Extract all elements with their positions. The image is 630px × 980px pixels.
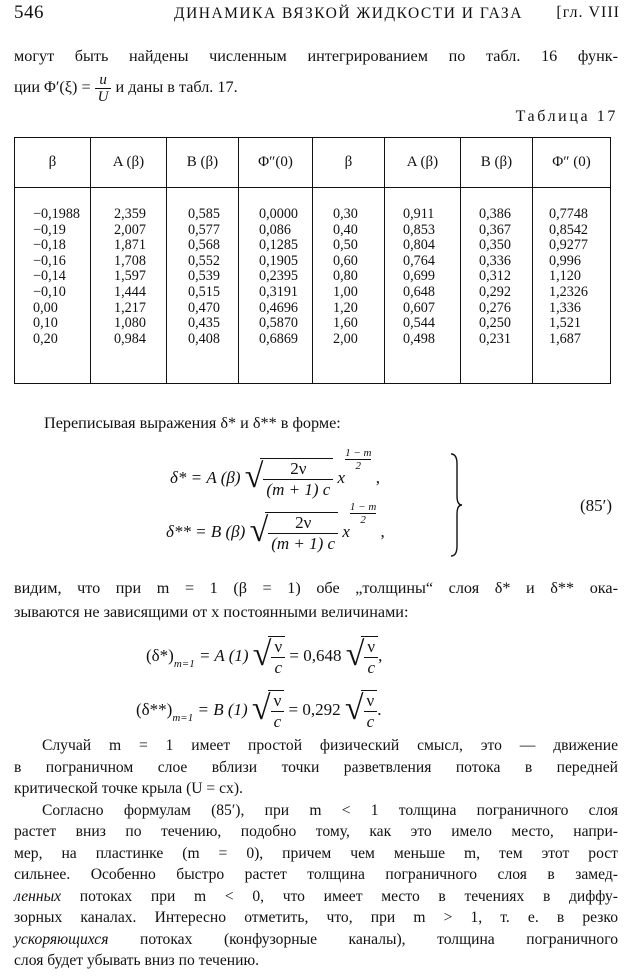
eq85-exp-den: 2 [350, 513, 376, 526]
table-cell: 0,515 [188, 283, 220, 300]
italic-word: ленных [14, 887, 62, 905]
table-cell: 0,086 [259, 221, 291, 238]
table-cell: 0,276 [479, 299, 511, 316]
table-cell: 1,080 [114, 315, 146, 332]
table-cell: 1,708 [114, 252, 146, 269]
running-title: ДИНАМИКА ВЯЗКОЙ ЖИДКОСТИ И ГАЗА [174, 5, 523, 22]
frac-den: c [364, 711, 378, 732]
nu-over-c [271, 691, 285, 732]
table-cell: 1,2326 [549, 283, 589, 300]
frac-num: ν [367, 637, 376, 656]
column-a-1 [91, 188, 167, 384]
para-case-line-1: Случай m = 1 имеет простой физический смысл, это — движение [42, 737, 618, 754]
table-cell: 1,597 [114, 268, 146, 285]
table-cell: 0,853 [403, 221, 435, 238]
eq85-fraction [263, 459, 333, 500]
eq-subscript: m=1 [172, 711, 194, 724]
eq85-frac-num: 2ν [295, 513, 312, 532]
eq-mid-a: = A (1) [198, 645, 249, 665]
line-text: потоках (конфузорные каналы), толщина пограничного [108, 930, 618, 948]
table-cell: 0,408 [188, 330, 220, 347]
para-formulas-line-3: мер, на пластинке (m = 0), причем чем меньше m, тем этот рост [14, 844, 618, 862]
table-cell: −0,10 [33, 283, 66, 300]
table-cell: 1,521 [549, 315, 581, 332]
col-header: β [15, 138, 91, 188]
equation-number-85: (85′) [579, 496, 612, 515]
nu-over-c [364, 691, 378, 732]
table-cell: 0,498 [403, 330, 435, 347]
eq85-frac-num: 2ν [290, 459, 307, 478]
equation-delta-star [146, 636, 382, 678]
table-cell: 0,292 [479, 283, 511, 300]
para-formulas-line-7 [14, 930, 618, 950]
table-cell: 0,231 [479, 330, 511, 347]
table-cell: 0,996 [549, 252, 581, 269]
table-cell: 0,20 [33, 330, 58, 347]
col-header: Φ″(0) [239, 138, 313, 188]
table-cell: 0,6869 [259, 330, 299, 347]
intro-tail: и даны в табл. 17. [115, 78, 238, 97]
para-case-line-2: в пограничном слое вблизи точки разветвления потока в передней [14, 758, 618, 776]
sqrt-sign: √ [345, 636, 365, 673]
table-cell: −0,14 [33, 268, 66, 285]
right-brace-icon [449, 452, 463, 558]
para-formulas-line-6: зорных каналах. Интересно отметить, что, при m > 1, т. е. в резко [14, 909, 618, 926]
eq85-fraction [268, 513, 338, 554]
table-cell: 0,30 [333, 206, 358, 222]
eq-mid-b: = B (1) [197, 699, 248, 719]
table-cell: −0,18 [33, 237, 66, 254]
table-cell: 0,40 [333, 221, 358, 238]
table-cell: 1,217 [114, 299, 146, 316]
para-formulas-line-1: Согласно формулам (85′), при m < 1 толщина пограничного слоя [42, 801, 618, 819]
table-cell: 1,687 [549, 330, 581, 347]
table-cell: 0,312 [479, 268, 511, 285]
eq85-frac-den: (m + 1) c [263, 479, 333, 500]
col-header: B (β) [461, 138, 533, 188]
table-cell: 1,871 [114, 237, 146, 254]
eq85-x: x [342, 521, 350, 541]
table-cell: 0,911 [403, 206, 435, 222]
table-cell: 1,00 [333, 283, 358, 300]
frac-num: ν [274, 637, 283, 656]
sqrt-sign: √ [249, 512, 269, 549]
para-m1-line-1: видим, что при m = 1 (β = 1) обе „толщины“ слоя δ* и δ** ока- [14, 579, 618, 597]
table-cell: 0,5870 [259, 315, 299, 332]
para-m1-line-2: зываются не зависящими от x постоянными величинами: [14, 603, 409, 621]
intro-frac-num: u [99, 72, 107, 88]
equation-85-line-2 [166, 500, 385, 554]
sqrt-radicand [260, 458, 333, 500]
table-cell: 0,4696 [259, 299, 299, 316]
sqrt-sign: √ [252, 636, 272, 673]
column-b-2 [461, 188, 533, 384]
table-cell: −0,19 [33, 221, 66, 238]
table-body-row [15, 188, 611, 384]
table-cell: 0,984 [114, 330, 146, 347]
col-header: β [313, 138, 385, 188]
para-formulas-line-5 [14, 887, 618, 907]
table-cell: 0,50 [333, 237, 358, 254]
intro-frac-den: U [95, 88, 112, 105]
equation-delta-double-star [136, 690, 381, 732]
eq85-comma: , [375, 467, 380, 487]
eq85-lhs-2: δ** = B (β) [166, 521, 246, 541]
table-cell: 0,577 [188, 221, 220, 238]
table-cell: 1,20 [333, 299, 358, 316]
table-cell: 0,1905 [259, 252, 299, 269]
eq85-exponent [350, 501, 376, 526]
intro-line-2 [14, 72, 618, 105]
table-cell: 0,386 [479, 206, 511, 222]
sqrt-radicand [265, 512, 338, 554]
eq85-frac-den: (m + 1) c [268, 533, 338, 554]
table-cell: 0,00 [33, 299, 58, 316]
intro-fraction [95, 72, 112, 105]
page-number: 546 [14, 2, 44, 23]
table-header-row [15, 138, 611, 188]
eq85-exp-num: 1 − m [345, 446, 372, 459]
table-cell: 0,80 [333, 268, 358, 285]
eq85-lhs-1: δ* = A (β) [170, 467, 241, 487]
chapter-marker: [гл. VIII [556, 4, 620, 21]
table-cell: 0,7748 [549, 206, 589, 222]
table-cell: 2,007 [114, 221, 146, 238]
nu-over-c [271, 637, 285, 678]
col-header: A (β) [91, 138, 167, 188]
table-caption: Таблица 17 [515, 108, 618, 125]
column-a-2 [385, 188, 461, 384]
column-beta-1 [15, 188, 91, 384]
eq85-exp-num: 1 − m [349, 500, 377, 513]
frac-den: c [271, 657, 285, 678]
col-header: Φ″ (0) [533, 138, 611, 188]
table-cell: 0,9277 [549, 237, 589, 254]
table-cell: 0,607 [403, 299, 435, 316]
eq-subscript: m=1 [173, 657, 195, 670]
table-cell: 0,367 [479, 221, 511, 238]
eq85-x: x [337, 467, 346, 487]
table-cell: 0,544 [403, 315, 435, 332]
eq-end-2: . [377, 699, 382, 719]
frac-num: ν [366, 691, 375, 710]
table-cell: 0,585 [188, 206, 220, 222]
table-cell: 0,552 [188, 252, 220, 269]
eq-value-1: = 0,648 [289, 645, 342, 665]
para-formulas-line-8: слоя будет убывать вниз по течению. [14, 952, 259, 969]
eq-end-1: , [378, 645, 383, 665]
eq85-comma: , [380, 521, 385, 541]
column-phi-1 [239, 188, 313, 384]
eq-value-2: = 0,292 [288, 699, 341, 719]
rewrite-sentence: Переписывая выражения δ* и δ** в форме: [44, 414, 341, 432]
table-cell: −0,16 [33, 252, 66, 269]
table-cell: 0,60 [333, 252, 358, 269]
column-b-1 [167, 188, 239, 384]
line-text: потоках при m < 0, что имеет место в течениях в диффу- [61, 887, 618, 905]
data-table [14, 137, 611, 384]
column-beta-2 [313, 188, 385, 384]
table-cell: −0,1988 [33, 206, 81, 222]
equation-85-line-1 [170, 446, 380, 500]
table-cell: 0,250 [479, 315, 511, 332]
col-header: A (β) [385, 138, 461, 188]
table-cell: 1,444 [114, 283, 146, 300]
page-header [14, 2, 620, 32]
nu-over-c [364, 637, 378, 678]
frac-den: c [271, 711, 285, 732]
table-cell: 0,804 [403, 237, 435, 254]
eq85-exponent [345, 447, 371, 472]
table-cell: 0,435 [188, 315, 220, 332]
table-cell: 1,120 [549, 268, 581, 285]
table-cell: 2,359 [114, 206, 146, 222]
intro-phi-text: ции Φ′(ξ) = [14, 78, 91, 97]
frac-den: c [364, 657, 378, 678]
eq-lhs-delta-double-star: (δ**) [136, 699, 173, 719]
column-phi-2 [533, 188, 611, 384]
table-cell: 1,336 [549, 299, 581, 316]
table-cell: 2,00 [333, 330, 358, 347]
table-cell: 0,10 [33, 315, 58, 332]
table-cell: 0,539 [188, 268, 220, 285]
table-cell: 0,648 [403, 283, 435, 300]
table-cell: 1,60 [333, 315, 358, 332]
table-cell: 0,764 [403, 252, 435, 269]
italic-word: ускоряющихся [14, 930, 109, 948]
sqrt-sign: √ [344, 690, 364, 727]
table-cell: 0,336 [479, 252, 511, 269]
table-cell: 0,8542 [549, 221, 589, 238]
table-cell: 0,1285 [259, 237, 299, 254]
eq-lhs-delta-star: (δ*) [146, 645, 174, 665]
table-cell: 0,2395 [259, 268, 299, 285]
table-cell: 0,350 [479, 237, 511, 254]
table-cell: 0,568 [188, 237, 220, 254]
table-cell: 0,470 [188, 299, 220, 316]
intro-line-1: могут быть найдены численным интегрированием по табл. 16 функ- [14, 47, 618, 65]
eq85-exp-den: 2 [345, 459, 371, 472]
table-cell: 0,0000 [259, 206, 299, 222]
para-formulas-line-4: сильнее. Особенно быстро растет толщина пограничного слоя в замед- [14, 866, 618, 883]
table-cell: 0,699 [403, 268, 435, 285]
para-case-line-3: критической точке крыла (U = cx). [14, 780, 243, 797]
para-formulas-line-2: растет вниз по течению, подобно тому, как это имело место, напри- [14, 823, 618, 840]
table-cell: 0,3191 [259, 283, 299, 300]
frac-num: ν [273, 691, 282, 710]
sqrt-sign: √ [244, 458, 264, 495]
col-header: B (β) [167, 138, 239, 188]
sqrt-sign: √ [251, 690, 271, 727]
